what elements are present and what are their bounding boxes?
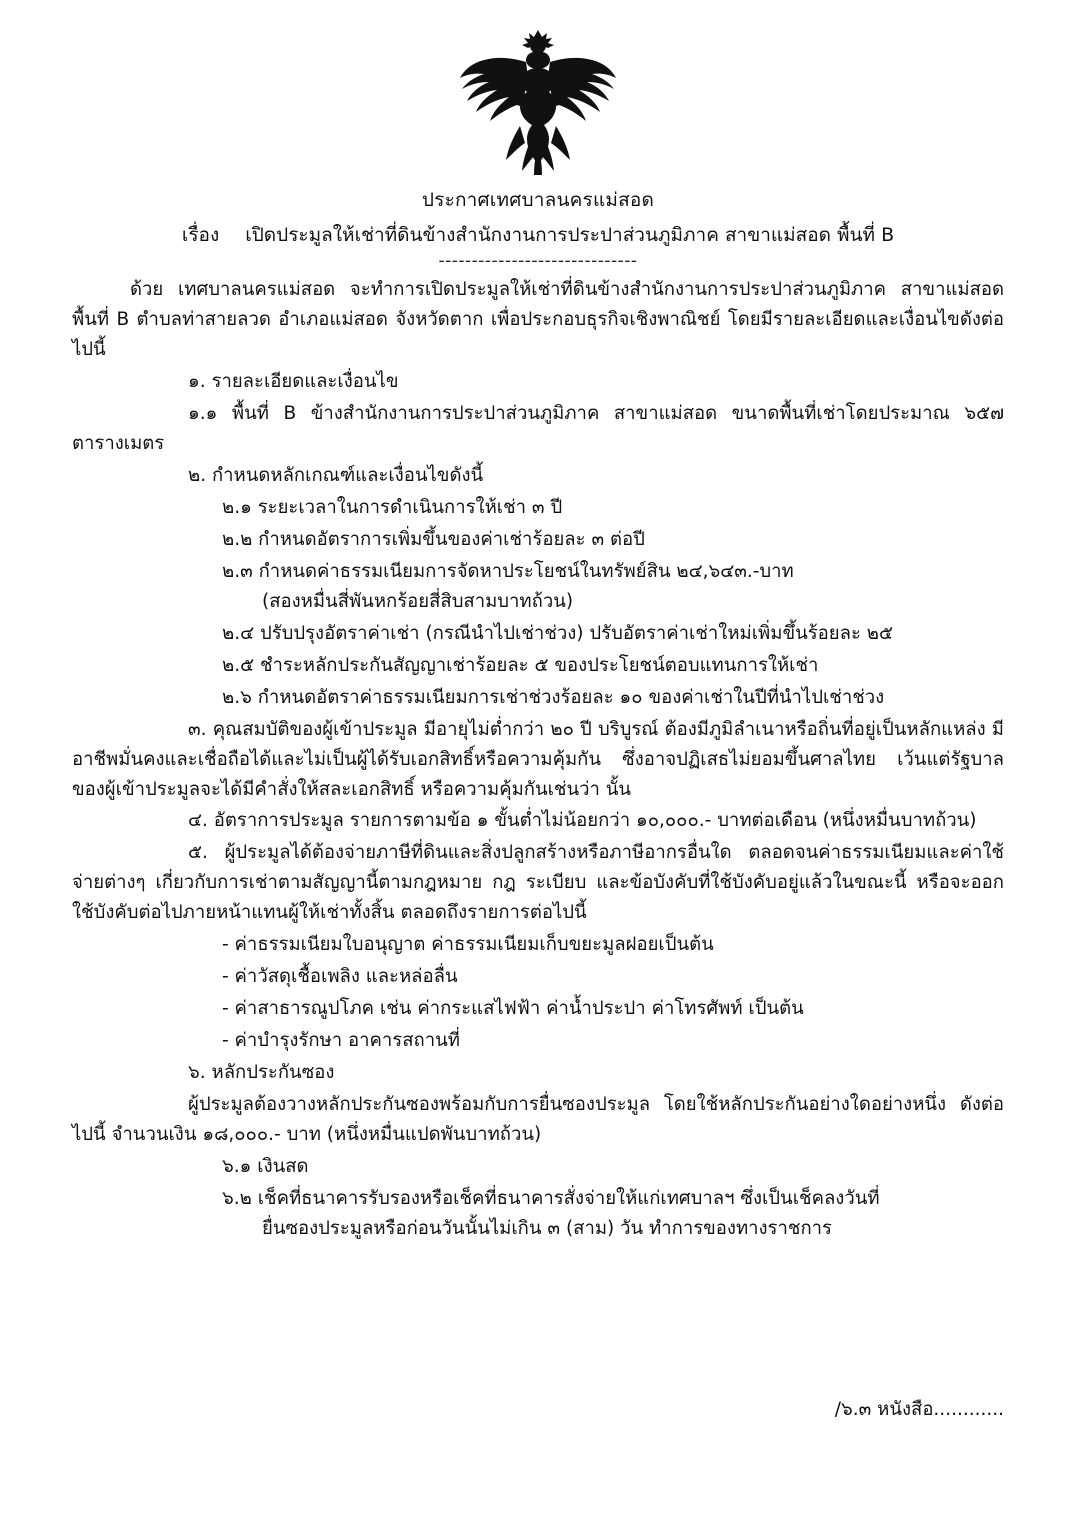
clause-6-2: ๖.๒ เช็คที่ธนาคารรับรองหรือเช็คที่ธนาคารสั่งจ่ายให้แก่เทศบาลฯ ซึ่งเป็นเช็คลงวันที่ xyxy=(222,1188,880,1210)
clause-3: ๓. คุณสมบัติของผู้เข้าประมูล มีอายุไม่ต่ำกว่า ๒๐ ปี บริบูรณ์ ต้องมีภูมิลำเนาหรือถิ่นที่อยู่เป็นหลักแหล่ง มีอาชีพมั่นคงและเชื่อถือได้และไม่เป็นผู้ได้รับเอกสิทธิ์หรือความคุ้มกัน ซึ่งอาจปฏิเสธไม่ยอมขึ้นศาลไทย เว้นแต่รัฐบาลของผู้เข้าประมูลจะได้มีคำสั่งให้สละเอกสิทธิ์ หรือความคุ้มกันเช่นว่า นั้น xyxy=(72,718,1004,800)
clause-2-6: ๒.๖ กำหนดอัตราค่าธรรมเนียมการเช่าช่วงร้อยละ ๑๐ ของค่าเช่าในปีที่นำไปเช่าช่วง xyxy=(222,686,885,708)
clause-4: ๔. อัตราการประมูล รายการตามข้อ ๑ ขั้นต่ำไม่น้อยกว่า ๑๐,๐๐๐.- บาทต่อเดือน (หนึ่งหมื่นบาทถ้วน) xyxy=(188,810,977,832)
clause-2-3-amount-words: (สองหมื่นสี่พันหกร้อยสี่สิบสามบาทถ้วน) xyxy=(262,590,574,612)
page-footer-note: /๖.๓ หนังสือ............ xyxy=(834,1399,1004,1420)
clause-1-heading: ๑. รายละเอียดและเงื่อนไข xyxy=(188,370,399,392)
clause-6-heading: ๖. หลักประกันซอง xyxy=(188,1062,335,1084)
divider: ------------------------------ xyxy=(438,251,638,271)
subject-label: เรื่อง xyxy=(181,223,220,246)
clause-6-intro: ผู้ประมูลต้องวางหลักประกันซองพร้อมกับการยื่นซองประมูล โดยใช้หลักประกันอย่างใดอย่างหนึ่ง ดังต่อไปนี้ จำนวนเงิน ๑๘,๐๐๐.- บาท (หนึ่งหมื่นแปดพันบาทถ้วน) xyxy=(72,1094,1004,1146)
document-title: ประกาศเทศบาลนครแม่สอด xyxy=(421,189,655,211)
expense-item-4: - ค่าบำรุงรักษา อาคารสถานที่ xyxy=(222,1030,460,1052)
clause-2-heading: ๒. กำหนดหลักเกณฑ์และเงื่อนไขดังนี้ xyxy=(188,464,484,486)
title-block xyxy=(72,186,1004,249)
paragraph-intro: ด้วย เทศบาลนครแม่สอด จะทำการเปิดประมูลให้เช่าที่ดินข้างสำนักงานการประปาส่วนภูมิภาค สาขาแม่สอด พื้นที่ B ตำบลท่าสายลวด อำเภอแม่สอด จังหวัดตาก เพื่อประกอบธุรกิจเชิงพาณิชย์ โดยมีรายละเอียดและเงื่อนไขดังต่อไปนี้ xyxy=(72,279,1004,360)
clause-2-4: ๒.๔ ปรับปรุงอัตราค่าเช่า (กรณีนำไปเช่าช่วง) ปรับอัตราค่าเช่าใหม่เพิ่มขึ้นร้อยละ ๒๕ xyxy=(222,622,893,644)
clause-2-2: ๒.๒ กำหนดอัตราการเพิ่มขึ้นของค่าเช่าร้อยละ ๓ ต่อปี xyxy=(222,528,645,550)
garuda-emblem xyxy=(458,30,618,175)
clause-2-1: ๒.๑ ระยะเวลาในการดำเนินการให้เช่า ๓ ปี xyxy=(222,496,563,518)
expense-item-3: - ค่าสาธารณูปโภค เช่น ค่ากระแสไฟฟ้า ค่าน้ำประปา ค่าโทรศัพท์ เป็นต้น xyxy=(222,998,804,1020)
expense-item-1: - ค่าธรรมเนียมใบอนุญาต ค่าธรรมเนียมเก็บขยะมูลฝอยเป็นต้น xyxy=(222,934,714,956)
expense-item-2: - ค่าวัสดุเชื้อเพลิง และหล่อลื่น xyxy=(222,966,458,988)
clause-6-2-cont: ยื่นซองประมูลหรือก่อนวันนั้นไม่เกิน ๓ (สาม) วัน ทำการของทางราชการ xyxy=(262,1218,832,1240)
clause-6-1: ๖.๑ เงินสด xyxy=(222,1156,309,1178)
clause-2-3: ๒.๓ กำหนดค่าธรรมเนียมการจัดหาประโยชน์ในทรัพย์สิน ๒๔,๖๔๓.-บาท xyxy=(222,560,794,582)
clause-1-1: ๑.๑ พื้นที่ B ข้างสำนักงานการประปาส่วนภูมิภาค สาขาแม่สอด ขนาดพื้นที่เช่าโดยประมาณ ๖๕๗ ตารางเมตร xyxy=(72,402,1004,454)
clause-2-5: ๒.๕ ชำระหลักประกันสัญญาเช่าร้อยละ ๕ ของประโยชน์ตอบแทนการให้เช่า xyxy=(222,654,819,676)
document-body xyxy=(72,275,1004,1244)
clause-5: ๕. ผู้ประมูลได้ต้องจ่ายภาษีที่ดินและสิ่งปลูกสร้างหรือภาษีอากรอื่นใด ตลอดจนค่าธรรมเนียมและค่าใช้จ่ายต่างๆ เกี่ยวกับการเช่าตามสัญญานี้ตามกฎหมาย กฎ ระเบียบ และข้อบังคับที่ใช้บังคับอยู่แล้วในขณะนี้ หรือจะออกใช้บังคับต่อไปภายหน้าแทนผู้ให้เช่าทั้งสิ้น ตลอดถึงรายการต่อไปนี้ xyxy=(72,842,1004,924)
document-subject xyxy=(72,221,1004,250)
subject-text: เปิดประมูลให้เช่าที่ดินข้างสำนักงานการประปาส่วนภูมิภาค สาขาแม่สอด พื้นที่ B xyxy=(245,223,895,246)
emblem-container xyxy=(72,30,1004,180)
